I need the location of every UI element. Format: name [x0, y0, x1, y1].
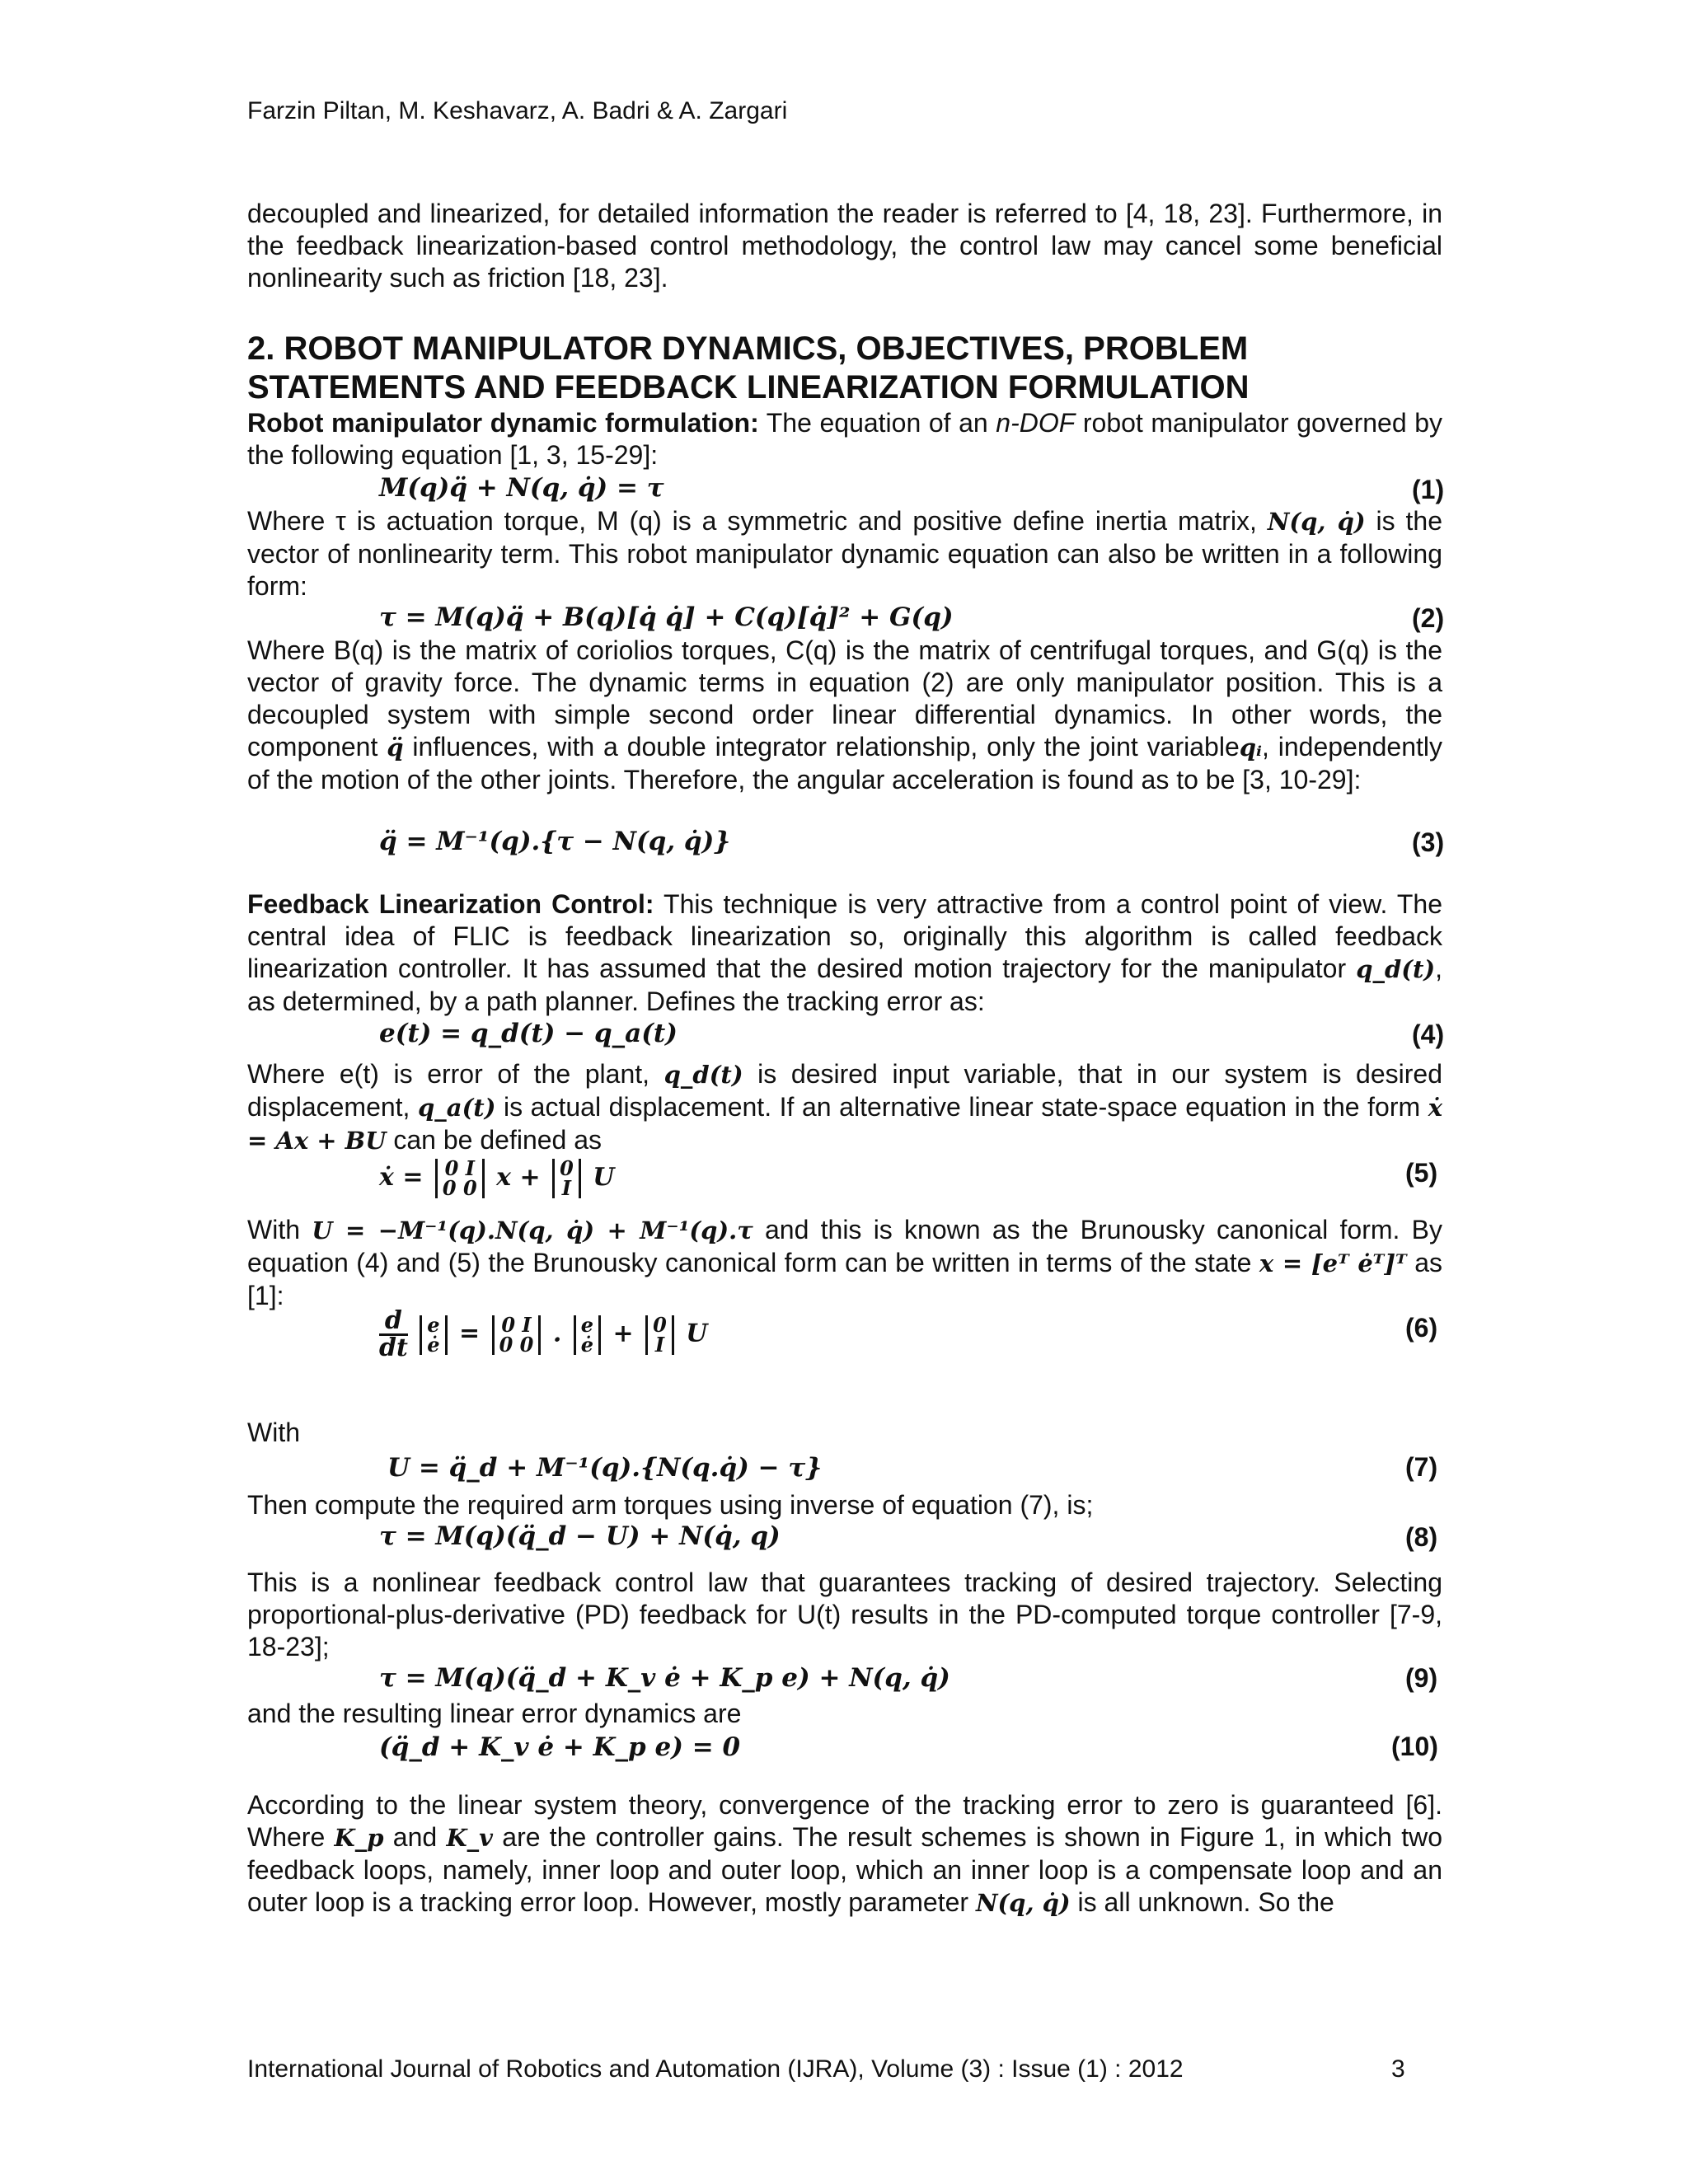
state-vector	[420, 1312, 447, 1357]
eq5-end: U	[593, 1163, 615, 1192]
equation-number-7: (7)	[1405, 1452, 1438, 1482]
paragraph-text: can be defined as	[386, 1125, 603, 1155]
inline-math: x = [eᵀ ėᵀ]ᵀ	[1259, 1249, 1407, 1277]
paragraph-text: The equation of an	[758, 408, 996, 438]
equation-number-8: (8)	[1405, 1522, 1438, 1552]
paragraph-text: as [1]:	[247, 1248, 1443, 1310]
matrix-b	[645, 1312, 674, 1357]
equation-2: τ = M(q)q̈ + B(q)[q̇ q̇] + C(q)[q̇]² + G(q)	[379, 602, 954, 632]
matrix-row: e	[427, 1312, 440, 1337]
derivative-denominator: dt	[379, 1333, 408, 1362]
paragraph-convergence	[247, 1789, 1442, 1919]
equation-10: (q̈_d + K_v ė + K_p e) = 0	[379, 1732, 741, 1762]
paragraph-text: are the controller gains. The result schemes is shown in Figure 1, in which two feedback loops, namely, inner loop and outer loop, which an inner loop is a compensate loop and an outer loop is a tracking error loop. However, mostly parameter	[247, 1822, 1443, 1917]
paragraph-text: This technique is very attractive from a control point of view. The central idea of FLIC is feedback linearization so, originally this algorithm is called feedback linearization controller. It has assumed that the desired motion trajectory for the manipulator	[247, 889, 1443, 983]
paragraph-dynamic-formulation	[247, 407, 1442, 471]
paragraph-text: According to the linear system theory, convergence of the tracking error to zero is guaranteed [6]. Where	[247, 1790, 1442, 1852]
paragraph-lead: Robot manipulator dynamic formulation:	[247, 408, 759, 438]
matrix-row: 0	[653, 1312, 667, 1337]
derivative-numerator: d	[379, 1309, 408, 1336]
paragraph-text: Where B(q) is the matrix of coriolios torques, C(q) is the matrix of centrifugal torques, and G(q) is the vector of gravity force. The dynamic terms in equation (2) are only manipulator position. This is a decoupled system with simple second order linear differential dynamics. In other words, the component	[247, 635, 1442, 762]
paragraph-text: is the vector of nonlinearity term. This robot manipulator dynamic equation can also be written in a following form:	[247, 506, 1443, 601]
inline-math: q_a(t)	[418, 1094, 496, 1122]
paragraph-text: is actual displacement. If an alternative linear state-space equation in the form	[495, 1092, 1428, 1122]
inline-math: K_p	[334, 1824, 384, 1852]
inline-math: q_d(t)	[663, 1061, 743, 1089]
equation-7: U = q̈_d + M⁻¹(q).{N(q.q̇) − τ}	[387, 1453, 823, 1483]
eq6-plus: +	[612, 1319, 634, 1348]
eq6-equals: =	[459, 1319, 481, 1348]
equation-1: M(q)q̈ + N(q, q̇) = τ	[379, 473, 664, 503]
equation-number-4: (4)	[1412, 1019, 1445, 1049]
equation-number-6: (6)	[1405, 1313, 1438, 1343]
equation-5	[379, 1156, 615, 1200]
inline-math: q_d(t)	[1356, 955, 1436, 983]
paragraph-text: , as determined, by a path planner. Defines the tracking error as:	[247, 954, 1442, 1016]
paragraph-text: robot manipulator governed by the following equation [1, 3, 15-29]:	[247, 408, 1443, 470]
equation-4: e(t) = q_d(t) − q_a(t)	[379, 1019, 678, 1048]
inline-math: qᵢ	[1239, 733, 1262, 762]
equation-3: q̈ = M⁻¹(q).{τ − N(q, q̇)}	[379, 827, 731, 856]
equation-number-3: (3)	[1412, 827, 1445, 857]
paragraph-italic: n-DOF	[996, 408, 1076, 438]
inline-math: ẋ = Ax + BU	[247, 1094, 1443, 1155]
eq5-lhs: ẋ =	[379, 1163, 424, 1192]
paragraph-text: Where τ is actuation torque, M (q) is a symmetric and positive define inertia matrix,	[247, 506, 1268, 536]
paragraph-coriolis	[247, 635, 1442, 796]
paragraph-flic	[247, 888, 1442, 1018]
inline-math: U = −M⁻¹(q).N(q, q̇) + M⁻¹(q).τ	[312, 1216, 753, 1244]
paragraph-text: Where e(t) is error of the plant,	[247, 1059, 664, 1089]
equation-6	[379, 1306, 708, 1362]
paragraph-text: With	[247, 1215, 312, 1244]
paragraph-text: influences, with a double integrator relationship, only the joint variable	[403, 732, 1240, 762]
matrix-row: I	[561, 1176, 572, 1200]
matrix-row: I	[654, 1332, 665, 1357]
inline-math: q̈	[387, 733, 404, 762]
matrix-row: ė	[427, 1332, 440, 1357]
equation-8: τ = M(q)(q̈_d − U) + N(q̇, q)	[379, 1521, 781, 1551]
paragraph-compute: Then compute the required arm torques using inverse of equation (7), is;	[247, 1490, 1094, 1520]
inline-math: N(q, q̇)	[975, 1889, 1071, 1917]
intro-paragraph: decoupled and linearized, for detailed information the reader is referred to [4, 18, 23]. Furthermore, in the feedback linearization-based control methodology, the control law may cancel some beneficial nonlinearity such as friction [18, 23].	[247, 199, 1442, 293]
paragraph-text: is desired input variable, that in our system is desired displacement,	[247, 1059, 1443, 1122]
eq5-mid: x +	[496, 1163, 541, 1192]
state-vector	[574, 1312, 601, 1357]
eq6-dot: .	[552, 1319, 562, 1348]
equation-9: τ = M(q)(q̈_d + K_v ė + K_p e) + N(q, q̇)	[379, 1663, 950, 1693]
section-title-line2: STATEMENTS AND FEEDBACK LINEARIZATION FORMULATION	[247, 369, 1250, 405]
matrix-row: 0 I	[444, 1156, 475, 1180]
inline-math: N(q, q̇)	[1267, 508, 1366, 536]
journal-footer: International Journal of Robotics and Automation (IJRA), Volume (3) : Issue (1) : 2012	[247, 2055, 1184, 2083]
equation-number-9: (9)	[1405, 1663, 1438, 1693]
paragraph-error	[247, 1058, 1442, 1157]
matrix-row: ė	[580, 1332, 594, 1357]
matrix-row: e	[580, 1312, 594, 1337]
matrix-row: 0	[560, 1156, 574, 1180]
matrix-a	[492, 1312, 542, 1357]
equation-number-1: (1)	[1412, 475, 1445, 504]
page-number: 3	[1391, 2055, 1405, 2083]
derivative-operator	[379, 1306, 408, 1362]
paragraph-inertia	[247, 505, 1442, 602]
matrix-row: 0 I	[501, 1312, 532, 1337]
paragraph-text: , independently of the motion of the other joints. Therefore, the angular acceleration is found as to be [3, 10-29]:	[247, 732, 1443, 794]
matrix-row: 0 0	[499, 1332, 534, 1357]
eq6-end: U	[686, 1319, 708, 1348]
paragraph-text: is all unknown. So the	[1070, 1887, 1334, 1917]
paragraph-lead: Feedback Linearization Control:	[247, 889, 654, 919]
matrix-row: 0 0	[442, 1176, 477, 1200]
paragraph-text: and this is known as the Brunousky canonical form. By equation (4) and (5) the Brunousky canonical form can be written in terms of the state	[247, 1215, 1443, 1277]
inline-math: K_v	[446, 1824, 494, 1852]
paragraph-brunousky	[247, 1214, 1442, 1312]
section-title-line1: 2. ROBOT MANIPULATOR DYNAMICS, OBJECTIVES, PROBLEM	[247, 330, 1249, 367]
matrix-a	[435, 1156, 485, 1200]
paragraph-text: and	[383, 1822, 447, 1852]
matrix-b	[552, 1156, 581, 1200]
paragraph-pd: This is a nonlinear feedback control law that guarantees tracking of desired trajectory. Selecting proportional-plus-derivative (PD) feedback for U(t) results in the PD-computed torque controller [7-9, 18-23];	[247, 1568, 1442, 1661]
section-title	[247, 330, 1484, 407]
running-header: Farzin Piltan, M. Keshavarz, A. Badri & A. Zargari	[247, 97, 788, 124]
with-label: With	[247, 1418, 300, 1447]
equation-number-2: (2)	[1412, 603, 1445, 633]
equation-number-5: (5)	[1405, 1158, 1438, 1188]
equation-number-10: (10)	[1391, 1732, 1438, 1761]
paragraph-error-dynamics: and the resulting linear error dynamics are	[247, 1699, 742, 1728]
